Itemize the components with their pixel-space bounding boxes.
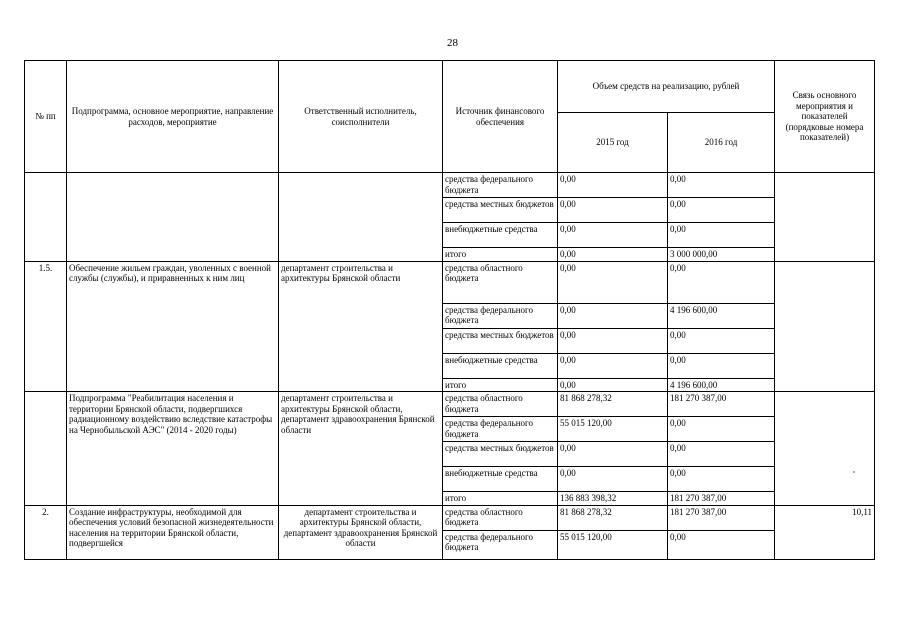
- cell-source: средства областного бюджета: [443, 505, 558, 530]
- cell-source: внебюджетные средства: [443, 467, 558, 492]
- cell-2016: 0,00: [668, 353, 775, 378]
- header-row: [25, 61, 875, 113]
- scan-speck: [853, 471, 855, 473]
- cell-link: [775, 261, 875, 392]
- cell-2016: 0,00: [668, 328, 775, 353]
- table-row: [25, 505, 875, 530]
- cell-source: средства местных бюджетов: [443, 442, 558, 467]
- cell-num: 2.: [25, 505, 67, 559]
- cell-source: средства федерального бюджета: [443, 417, 558, 442]
- cell-2015: 0,00: [558, 173, 668, 198]
- cell-2016: 181 270 387,00: [668, 392, 775, 417]
- cell-link: [775, 392, 875, 506]
- cell-2015: 0,00: [558, 353, 668, 378]
- cell-source: внебюджетные средства: [443, 223, 558, 248]
- cell-2015: 81 868 278,32: [558, 505, 668, 530]
- cell-executor: [279, 173, 443, 262]
- cell-program: Создание инфраструктуры, необходимой для обеспечения условий безопасной жизнедеятельности населения на территории Брянской области, подвергшейся: [67, 505, 279, 559]
- cell-source: средства федерального бюджета: [443, 303, 558, 328]
- cell-2015: 136 883 398,32: [558, 492, 668, 506]
- cell-2016: 0,00: [668, 467, 775, 492]
- cell-2016: 181 270 387,00: [668, 492, 775, 506]
- cell-2015: 81 868 278,32: [558, 392, 668, 417]
- cell-2016: 0,00: [668, 530, 775, 559]
- cell-source: средства местных бюджетов: [443, 328, 558, 353]
- cell-2016: 4 196 600,00: [668, 378, 775, 392]
- cell-2015: 0,00: [558, 378, 668, 392]
- cell-source: внебюджетные средства: [443, 353, 558, 378]
- cell-2016: 0,00: [668, 223, 775, 248]
- cell-2016: 181 270 387,00: [668, 505, 775, 530]
- cell-source: средства местных бюджетов: [443, 198, 558, 223]
- table-row: [25, 261, 875, 303]
- cell-executor: департамент строительства и архитектуры Брянской области, департамент здравоохранения Брянской области: [279, 392, 443, 506]
- cell-source: итого: [443, 492, 558, 506]
- cell-source: средства областного бюджета: [443, 261, 558, 303]
- cell-2016: 0,00: [668, 173, 775, 198]
- cell-2015: 0,00: [558, 303, 668, 328]
- cell-2015: 0,00: [558, 442, 668, 467]
- cell-2016: 4 196 600,00: [668, 303, 775, 328]
- cell-2015: 0,00: [558, 198, 668, 223]
- cell-2016: 0,00: [668, 261, 775, 303]
- cell-source: итого: [443, 248, 558, 262]
- cell-2016: 3 000 000,00: [668, 248, 775, 262]
- cell-source: итого: [443, 378, 558, 392]
- cell-2015: 0,00: [558, 261, 668, 303]
- header-executor: Ответственный исполнитель, соисполнители: [279, 61, 443, 173]
- header-amount: Объем средств на реализацию, рублей: [558, 61, 775, 113]
- cell-source: средства областного бюджета: [443, 392, 558, 417]
- cell-2015: 0,00: [558, 223, 668, 248]
- cell-2016: 0,00: [668, 198, 775, 223]
- header-num: № пп: [25, 61, 67, 173]
- cell-source: средства федерального бюджета: [443, 530, 558, 559]
- cell-link: 10,11: [775, 505, 875, 559]
- header-source: Источник финансового обеспечения: [443, 61, 558, 173]
- cell-2016: 0,00: [668, 417, 775, 442]
- cell-num: 1.5.: [25, 261, 67, 392]
- cell-source: средства федерального бюджета: [443, 173, 558, 198]
- header-link: Связь основного мероприятия и показателей (порядковые номера показателей): [775, 61, 875, 173]
- page-number: 28: [447, 37, 458, 49]
- cell-executor: департамент строительства и архитектуры Брянской области: [279, 261, 443, 392]
- cell-program: [67, 173, 279, 262]
- cell-program: Обеспечение жильем граждан, уволенных с военной службы (службы), и приравненных к ним лиц: [67, 261, 279, 392]
- cell-num: [25, 392, 67, 506]
- table-row: [25, 173, 875, 198]
- cell-2015: 0,00: [558, 467, 668, 492]
- table-row: [25, 392, 875, 417]
- cell-2015: 0,00: [558, 248, 668, 262]
- header-2015: 2015 год: [558, 113, 668, 173]
- header-program: Подпрограмма, основное мероприятие, направление расходов, мероприятие: [67, 61, 279, 173]
- financing-table: [24, 60, 875, 560]
- cell-2015: 55 015 120,00: [558, 530, 668, 559]
- cell-2015: 0,00: [558, 328, 668, 353]
- cell-program: Подпрограмма "Реабилитация населения и территории Брянской области, подвергшихся радиационному воздействию вследствие катастрофы на Чернобыльской АЭС" (2014 - 2020 годы): [67, 392, 279, 506]
- cell-num: [25, 173, 67, 262]
- cell-executor: департамент строительства и архитектуры Брянской области, департамент здравоохранения Брянской области: [279, 505, 443, 559]
- cell-link: [775, 173, 875, 262]
- cell-2016: 0,00: [668, 442, 775, 467]
- cell-2015: 55 015 120,00: [558, 417, 668, 442]
- header-2016: 2016 год: [668, 113, 775, 173]
